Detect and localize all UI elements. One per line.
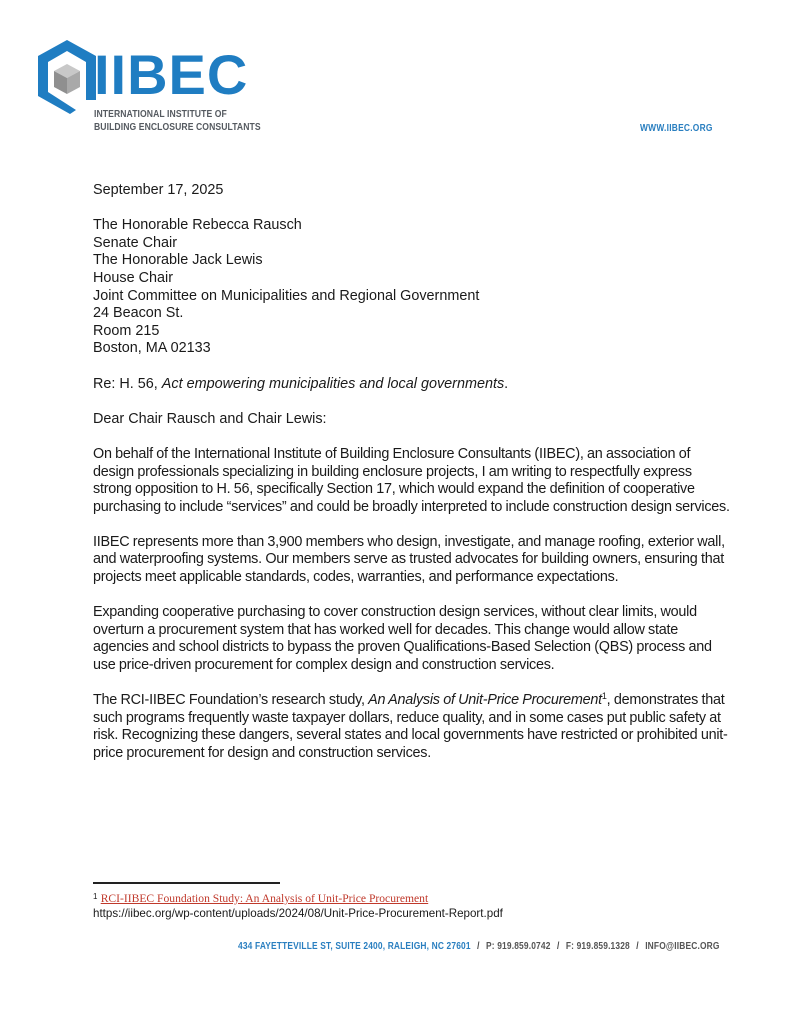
recipient-line: Senate Chair [93,234,177,251]
paragraph-2: IIBEC represents more than 3,900 members who design, investigate, and manage roofing, exterior wall, and waterproofing systems. Our members serve as trusted advocates for building owners, ensuring that projects meet applicable standards, codes, warranties, and performance expectations. [93,533,725,586]
iibec-logo [36,38,261,138]
footnote [93,891,503,921]
paragraph-4 [93,692,733,762]
recipient-line: The Honorable Jack Lewis [93,252,263,269]
footer-fax: F: 919.859.1328 [565,940,630,952]
subject-line [93,376,733,394]
recipient-line: Joint Committee on Municipalities and Regional Government [93,287,480,304]
logo-subtitle [94,108,261,133]
footnote-url: https://iibec.org/wp-content/uploads/2024/08/Unit-Price-Procurement-Report.pdf [93,907,503,920]
footer-address: 434 FAYETTEVILLE ST, SUITE 2400, RALEIGH, NC 27601 [238,940,471,952]
footnote-divider [93,882,280,884]
bill-title: Act empowering municipalities and local governments [161,375,505,392]
footer-contact [238,940,720,952]
paragraph-4-prefix: The RCI-IIBEC Foundation’s research study, [93,692,369,709]
paragraph-1: On behalf of the International Institute of Building Enclosure Consultants (IIBEC), an association of design professionals specializing in building enclosure projects, I am writing to respectfully express strong opposition to H. 56, specifically Section 17, which would expand the definition of cooperative purchasing to include “services” and could be broadly interpreted to include construction design services. [93,445,730,515]
footer-phone: P: 919.859.0742 [486,940,551,952]
footnote-ref[interactable]: 1 [601,691,607,702]
recipient-line: Room 215 [93,322,160,339]
footnote-link[interactable]: RCI-IIBEC Foundation Study: An Analysis of Unit-Price Procurement [100,892,429,905]
subject-suffix: . [504,375,509,392]
study-title: An Analysis of Unit-Price Procurement [368,692,602,709]
subject-prefix: Re: H. 56, [93,375,162,392]
footer-separator: / [556,940,560,952]
footnote-number: 1 [93,892,98,901]
recipient-line: The Honorable Rebecca Rausch [93,217,302,234]
website-link[interactable]: WWW.IIBEC.ORG [640,122,713,134]
footer-email[interactable]: INFO@IIBEC.ORG [645,940,720,952]
paragraph-4-rest: , demonstrates that such programs frequently waste taxpayer dollars, reduce quality, and in some cases put public safety at risk. Recognizing these dangers, several states and local governments have restricted or prohibited unit-price procurement for design and construction services. [93,692,728,761]
recipient-line: House Chair [93,269,173,286]
footer-separator: / [636,940,639,952]
logo-subtitle-line2: BUILDING ENCLOSURE CONSULTANTS [94,120,261,133]
logo-subtitle-line1: INTERNATIONAL INSTITUTE OF [94,108,227,120]
letter-body [93,182,733,780]
logo-wordmark: IIBEC [94,43,249,106]
recipient-line: 24 Beacon St. [93,305,184,322]
letter-date: September 17, 2025 [93,182,224,198]
recipient-line: Boston, MA 02133 [93,340,211,357]
salutation: Dear Chair Rausch and Chair Lewis: [93,410,327,427]
paragraph-3: Expanding cooperative purchasing to cover construction design services, without clear limits, would overturn a procurement system that has worked well for decades. This change would allow state agencies and school districts to bypass the proven Qualifications-Based Selection (QBS) process and use price-driven procurement for complex design and construction services. [93,604,712,674]
house-cube-icon [36,38,98,116]
recipient-address [93,217,733,358]
footer-separator: / [477,940,480,952]
